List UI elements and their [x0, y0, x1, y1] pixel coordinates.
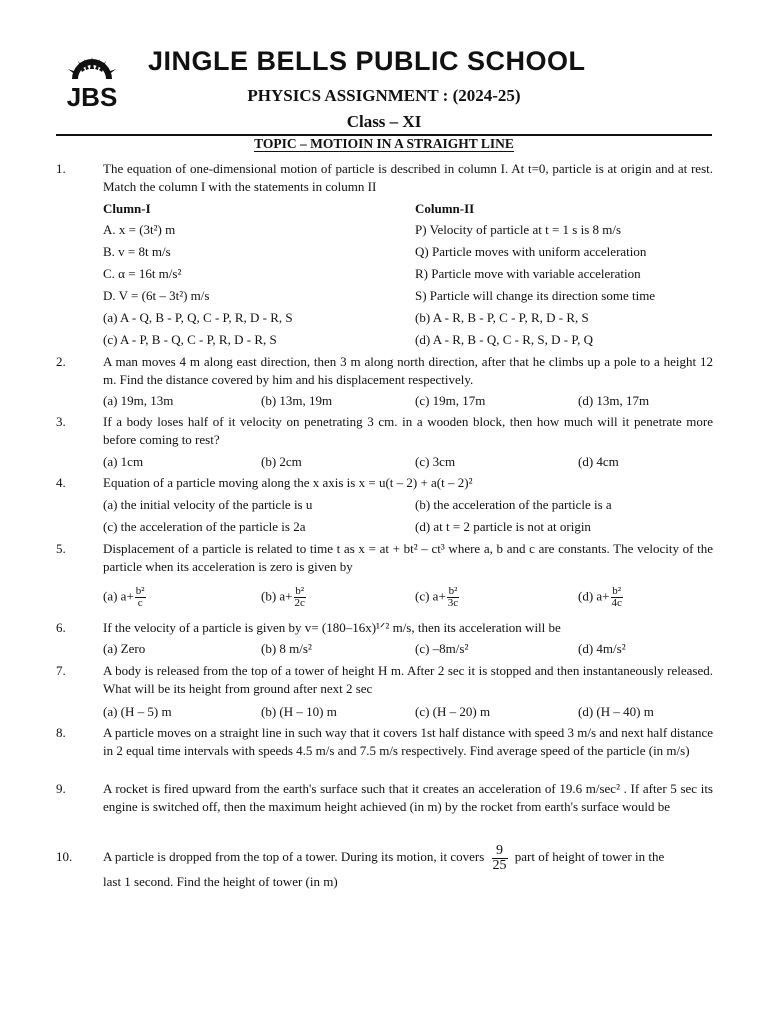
question-number: 8.: [56, 725, 66, 740]
answer-option: [261, 586, 306, 609]
column-1-item: A. x = (3t²) m: [103, 222, 176, 237]
question-number: 4.: [56, 475, 66, 490]
answer-option: (c) the acceleration of the particle is 2a: [103, 519, 306, 534]
answer-option: (c) A - P, B - Q, C - P, R, D - R, S: [103, 332, 277, 347]
question-text: A man moves 4 m along east direction, then 3 m along north direction, after that he climbs up a pole to a height 12 m. Find the distance covered by him and his displacement respectively.: [103, 354, 713, 387]
fraction-numerator: b²: [612, 585, 622, 597]
answer-option: (c) –8m/s²: [415, 641, 469, 656]
answer-option: (c) (H – 20) m: [415, 704, 491, 719]
answer-option: (b) A - R, B - P, C - P, R, D - R, S: [415, 310, 589, 325]
question-number: 5.: [56, 541, 66, 556]
logo-text: JBS: [66, 82, 118, 109]
topic-text: TOPIC – MOTIOIN IN A STRAIGHT LINE: [254, 136, 514, 151]
fraction-numerator: b²: [135, 585, 145, 597]
answer-option: (a) 1cm: [103, 454, 144, 469]
topic-heading: [0, 136, 768, 152]
fraction-denominator: 3c: [447, 597, 459, 609]
answer-option: (b) the acceleration of the particle is a: [415, 497, 612, 512]
fraction: [135, 586, 146, 609]
question-text: If the velocity of a particle is given by v= (180–16x)¹ᐟ² m/s, then its acceleration will be: [103, 620, 561, 635]
answer-option: (b) 8 m/s²: [261, 641, 312, 656]
question-number: 7.: [56, 663, 66, 678]
answer-option: (c) 19m, 17m: [415, 393, 486, 408]
answer-option: [415, 586, 459, 609]
question-number: 10.: [56, 849, 73, 864]
column-2-item: R) Particle move with variable acceleration: [415, 266, 641, 281]
answer-option: (d) (H – 40) m: [578, 704, 654, 719]
fraction: [294, 586, 306, 609]
option-label: (a) a+: [103, 588, 134, 604]
fraction: [492, 844, 508, 873]
fraction-numerator: 9: [492, 844, 508, 859]
fraction-denominator: 4c: [611, 597, 622, 609]
question-number: 9.: [56, 781, 66, 796]
answer-option: (a) (H – 5) m: [103, 704, 172, 719]
question-text: A particle moves on a straight line in such way that it covers 1st half distance with speed 3 m/s and next half distance in 2 equal time intervals with speeds 4.5 m/s and 7.5 m/s respectively. Find average speed of the particle (in m/s): [103, 725, 713, 758]
answer-option: (d) A - R, B - Q, C - R, S, D - P, Q: [415, 332, 594, 347]
question-text: If a body loses half of it velocity on penetrating 3 cm. in a wooden block, then how much will it penetrate more before coming to rest?: [103, 414, 713, 447]
answer-option: (a) the initial velocity of the particle is u: [103, 497, 313, 512]
question-text: [103, 840, 715, 874]
fraction-denominator: 2c: [294, 597, 305, 609]
answer-option: (b) 13m, 19m: [261, 393, 333, 408]
answer-option: (a) 19m, 13m: [103, 393, 174, 408]
column-2-item: S) Particle will change its direction some time: [415, 288, 656, 303]
question-number: 3.: [56, 414, 66, 429]
fraction-numerator: b²: [295, 585, 305, 597]
rising-sun-icon: [68, 57, 116, 79]
fraction-denominator: 25: [492, 857, 507, 873]
question-text: The equation of one-dimensional motion of particle is described in column I. At t=0, particle is at origin and at rest. Match the column I with the statements in column II: [103, 161, 713, 194]
answer-option: (b) 2cm: [261, 454, 302, 469]
answer-option: (d) 4cm: [578, 454, 619, 469]
column-2-heading: Column-II: [415, 201, 475, 216]
option-label: (b) a+: [261, 588, 293, 604]
column-2-item: Q) Particle moves with uniform acceleration: [415, 244, 647, 259]
answer-option: (d) 4m/s²: [578, 641, 626, 656]
answer-option: (d) 13m, 17m: [578, 393, 650, 408]
question-text: A body is released from the top of a tower of height H m. After 2 sec it is stopped and then instantaneously released. What will be its height from ground after next 2 sec: [103, 663, 713, 696]
answer-option: (c) 3cm: [415, 454, 456, 469]
column-1-item: B. v = 8t m/s: [103, 244, 171, 259]
column-1-item: D. V = (6t – 3t²) m/s: [103, 288, 210, 303]
question-text: A rocket is fired upward from the earth's surface such that it creates an acceleration of 19.6 m/sec² . If after 5 sec its engine is switched off, then the maximum height achieved (in m) by the rocket from earth's surface would be: [103, 781, 713, 814]
column-2-item: P) Velocity of particle at t = 1 s is 8 m/s: [415, 222, 622, 237]
question-text: Equation of a particle moving along the x axis is x = u(t – 2) + a(t – 2)²: [103, 475, 473, 490]
school-name: JINGLE BELLS PUBLIC SCHOOL: [148, 46, 586, 76]
fraction-numerator: b²: [448, 585, 458, 597]
question-number: 6.: [56, 620, 66, 635]
column-1-heading: Clumn-I: [103, 201, 151, 216]
answer-option: (a) A - Q, B - P, Q, C - P, R, D - R, S: [103, 310, 293, 325]
question-text-part: part of height of tower in the: [514, 849, 665, 864]
fraction: [447, 586, 459, 609]
answer-option: [578, 586, 623, 609]
fraction: [611, 586, 623, 609]
answer-option: (d) at t = 2 particle is not at origin: [415, 519, 591, 534]
question-number: 2.: [56, 354, 66, 369]
column-1-item: C. α = 16t m/s²: [103, 266, 182, 281]
option-label: (d) a+: [578, 588, 610, 604]
question-text-line: last 1 second. Find the height of tower (in m): [103, 874, 338, 889]
question-text-part: A particle is dropped from the top of a tower. During its motion, it covers: [103, 849, 485, 864]
answer-option: [103, 586, 146, 609]
class-label: Class – XI: [346, 112, 422, 131]
question-number: 1.: [56, 161, 66, 176]
fraction-denominator: c: [137, 597, 143, 609]
answer-option: (b) (H – 10) m: [261, 704, 337, 719]
option-label: (c) a+: [415, 588, 446, 604]
question-text: Displacement of a particle is related to time t as x = at + bt² – ct³ where a, b and c are constants. The velocity of the particle when its acceleration is zero is given by: [103, 541, 713, 574]
answer-option: (a) Zero: [103, 641, 146, 656]
assignment-title: PHYSICS ASSIGNMENT : (2024-25): [247, 86, 521, 105]
